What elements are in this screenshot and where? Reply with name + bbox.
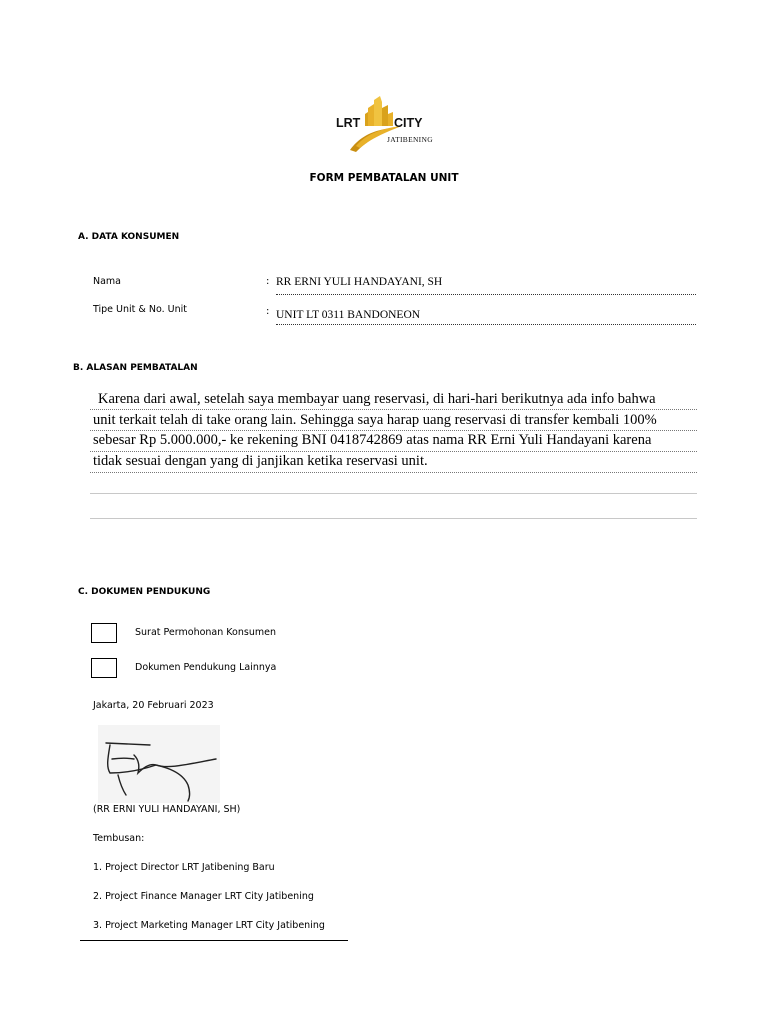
reason-line: unit terkait telah di take orang lain. Sehingga saya harap uang reservasi di transfer kembali 100%: [93, 411, 657, 428]
colon-separator: :: [266, 306, 270, 317]
logo-word-left: LRT: [336, 116, 361, 130]
ruled-line: [90, 472, 697, 473]
reason-line: tidak sesuai dengan yang di janjikan ketika reservasi unit.: [93, 452, 428, 469]
signature: [98, 725, 220, 803]
footer-rule: [80, 940, 348, 941]
field-value-unit: UNIT LT 0311 BANDONEON: [276, 309, 421, 321]
logo-subtitle: JATIBENING: [387, 135, 433, 144]
field-underline: [276, 324, 696, 325]
ruled-line: [90, 518, 697, 519]
place-date: Jakarta, 20 Februari 2023: [93, 700, 214, 711]
reason-line: sebesar Rp 5.000.000,- ke rekening BNI 0418742869 atas nama RR Erni Yuli Handayani karena: [93, 432, 652, 449]
section-b-title: B. ALASAN PEMBATALAN: [73, 363, 198, 373]
logo-word-right: CITY: [394, 116, 423, 130]
tembusan-title: Tembusan:: [93, 833, 145, 844]
signature-icon: [98, 725, 220, 803]
field-label-unit: Tipe Unit & No. Unit: [93, 304, 187, 315]
checkbox-label: Dokumen Pendukung Lainnya: [135, 662, 277, 673]
tembusan-item: 3. Project Marketing Manager LRT City Jatibening: [93, 920, 325, 931]
field-value-nama: RR ERNI YULI HANDAYANI, SH: [276, 276, 443, 288]
cancellation-reason: [93, 389, 692, 471]
checkbox-surat-permohonan[interactable]: [91, 623, 117, 643]
colon-separator: :: [266, 276, 270, 287]
tembusan-item: 2. Project Finance Manager LRT City Jatibening: [93, 891, 314, 902]
section-c-title: C. DOKUMEN PENDUKUNG: [78, 587, 211, 597]
checkbox-label: Surat Permohonan Konsumen: [135, 627, 276, 638]
field-label-nama: Nama: [93, 276, 122, 287]
section-a-title: A. DATA KONSUMEN: [78, 232, 180, 242]
reason-line: Karena dari awal, setelah saya membayar uang reservasi, di hari-hari berikutnya ada info bahwa: [98, 391, 656, 407]
lrt-city-logo: [330, 92, 433, 154]
tembusan-item: 1. Project Director LRT Jatibening Baru: [93, 862, 275, 873]
form-title: FORM PEMBATALAN UNIT: [309, 172, 459, 184]
ruled-line: [90, 493, 697, 494]
checkbox-dokumen-lainnya[interactable]: [91, 658, 117, 678]
signer-name: (RR ERNI YULI HANDAYANI, SH): [93, 804, 241, 815]
field-underline: [276, 294, 696, 295]
